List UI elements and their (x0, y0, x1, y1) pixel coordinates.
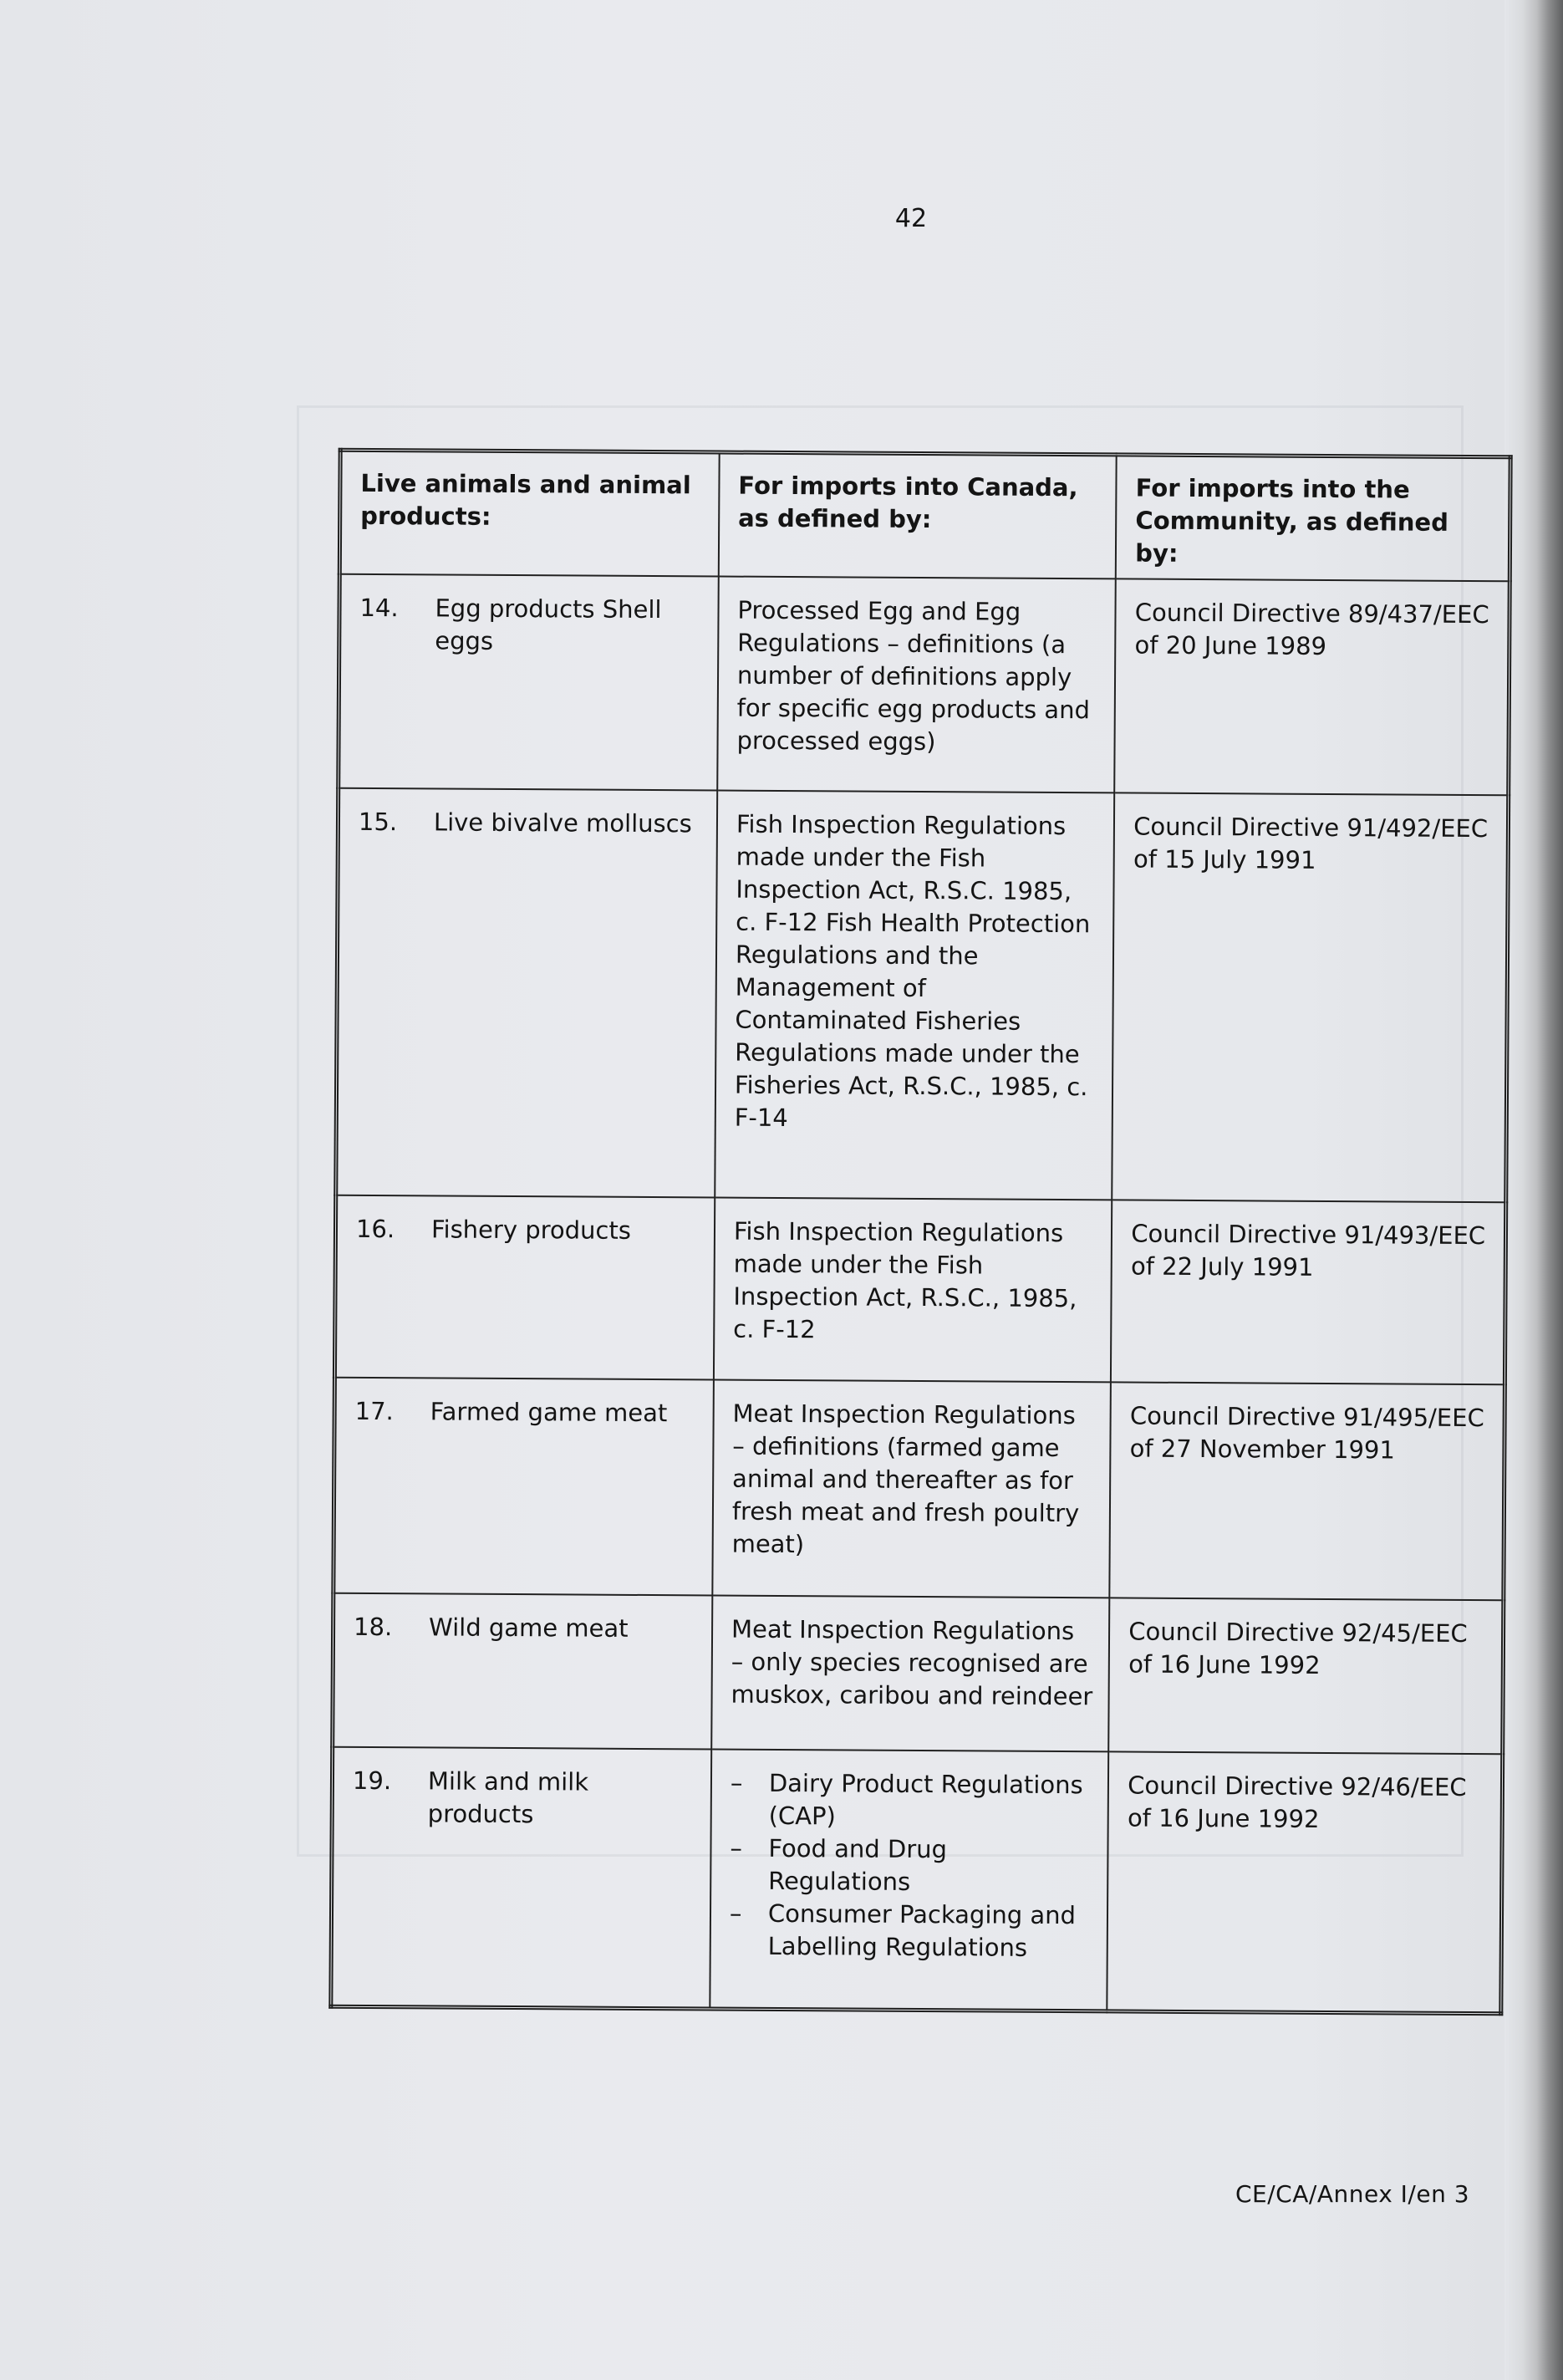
document-reference: CE/CA/Annex I/en 3 (1235, 2180, 1470, 2208)
page-number: 42 (894, 204, 928, 233)
header-community: For imports into the Community, as defined by: (1116, 455, 1510, 581)
page-edge-shadow (1504, 0, 1563, 2380)
community-directive: Council Directive 92/45/EEC of 16 June 1992 (1108, 1598, 1503, 1754)
list-dash: – (730, 1768, 743, 1797)
header-products: Live animals and animal products: (339, 450, 719, 576)
regulation-name: Consumer Packaging and Labelling Regulations (767, 1898, 1077, 1962)
community-directive: Council Directive 91/495/EEC of 27 November 1991 (1110, 1382, 1505, 1600)
canada-definition: Fish Inspection Regulations made under the Fish Inspection Act, R.S.C. 1985, c. F-12 Fish Health Protection Regulations and the Management of Contaminated Fisheries Regulations made under the Fisheries Act, R.S.C., 1985, c. F-14 (715, 791, 1114, 1200)
canada-definition: Meat Inspection Regulations – only species recognised are muskox, caribou and reindeer (711, 1595, 1109, 1751)
product-name: Wild game meat (428, 1613, 629, 1643)
regulation-list (730, 1767, 1093, 1965)
row-number: 16. (355, 1214, 395, 1244)
table-row (336, 788, 1509, 1203)
product-name: Live bivalve molluscs (433, 808, 692, 838)
product-cell (336, 788, 717, 1198)
list-item (730, 1832, 1092, 1900)
product-name: Egg products Shell eggs (435, 594, 662, 655)
product-name: Milk and milk products (427, 1766, 589, 1829)
community-directive: Council Directive 89/437/EEC of 20 June 1989 (1114, 578, 1510, 795)
product-cell (339, 574, 719, 791)
canada-definition: Fish Inspection Regulations made under the Fish Inspection Act, R.S.C., 1985, c. F-12 (714, 1197, 1112, 1382)
table-row (334, 1195, 1505, 1385)
community-directive: Council Directive 92/46/EEC of 16 June 1992 (1107, 1751, 1503, 2013)
row-number: 14. (359, 593, 399, 623)
regulation-name: Dairy Product Regulations (CAP) (768, 1768, 1083, 1831)
row-number: 19. (352, 1766, 392, 1796)
table-row (333, 1378, 1505, 1601)
canada-definition: Processed Egg and Egg Regulations – definitions (a number of definitions apply for specific egg products and processed eggs) (717, 577, 1116, 793)
row-number: 17. (354, 1396, 394, 1426)
list-dash: – (729, 1898, 742, 1928)
canada-definition-list-cell (710, 1749, 1108, 2011)
table-header-row (339, 450, 1510, 581)
table-row (331, 1747, 1503, 2014)
product-cell (334, 1195, 715, 1380)
community-directive: Council Directive 91/492/EEC of 15 July 1991 (1112, 792, 1509, 1202)
product-name: Fishery products (430, 1215, 632, 1245)
list-dash: – (730, 1833, 743, 1863)
row-number: 18. (353, 1612, 393, 1642)
table-row (339, 574, 1510, 796)
product-cell (331, 1747, 711, 2009)
regulations-table (328, 448, 1512, 2016)
product-name: Farmed game meat (430, 1397, 668, 1428)
row-number: 15. (358, 807, 398, 837)
canada-definition: Meat Inspection Regulations – definitions (farmed game animal and thereafter as for fresh meat and fresh poultry meat) (712, 1379, 1111, 1598)
product-cell (333, 1593, 713, 1750)
product-cell (333, 1378, 714, 1596)
regulation-name: Food and Drug Regulations (768, 1833, 948, 1896)
table-row (333, 1593, 1504, 1755)
list-item (731, 1767, 1093, 1835)
community-directive: Council Directive 91/493/EEC of 22 July 1991 (1111, 1200, 1506, 1384)
header-canada: For imports into Canada, as defined by: (719, 452, 1117, 578)
list-item (730, 1898, 1092, 1965)
